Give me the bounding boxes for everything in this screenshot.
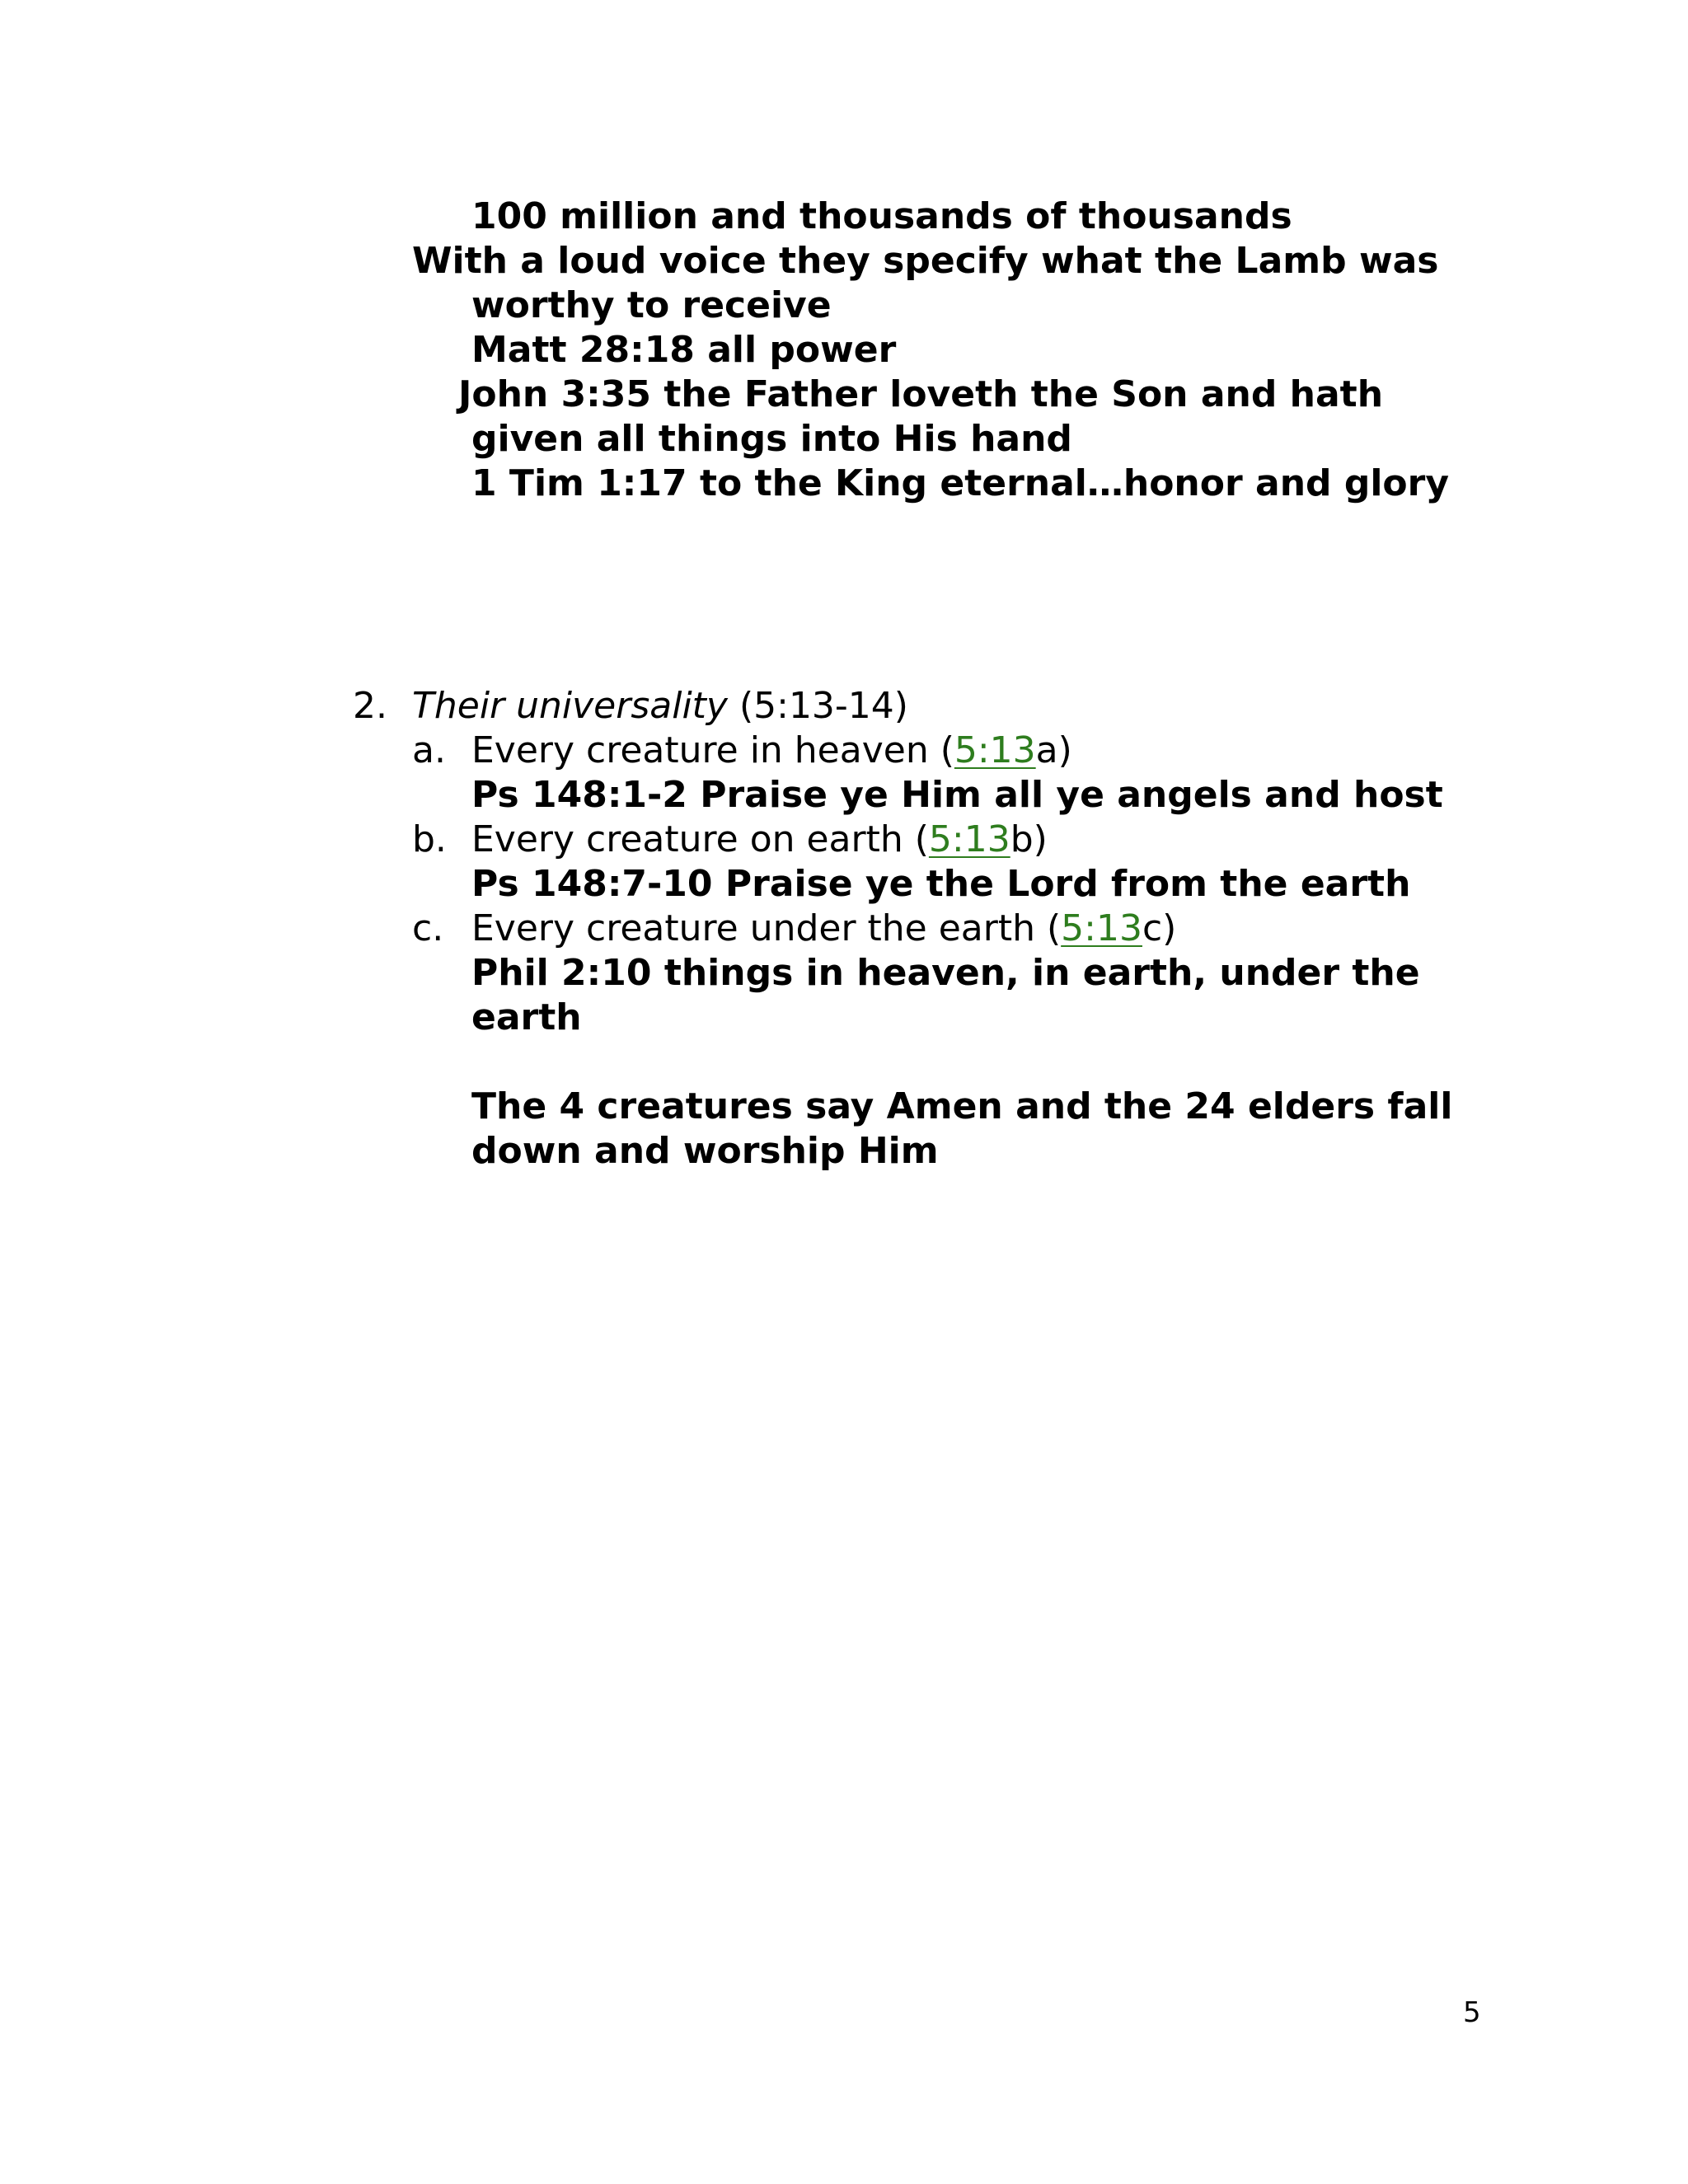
text-line-6: given all things into His hand [471, 418, 1072, 460]
item-a-suffix: a) [1035, 729, 1072, 771]
section-range: (5:13-14) [727, 685, 908, 727]
verse-link-5-13c[interactable]: 5:13 [1061, 907, 1142, 949]
item-c-note: Phil 2:10 things in heaven, in earth, under the [471, 952, 1420, 994]
text-line-3: worthy to receive [471, 284, 832, 326]
item-c-suffix: c) [1142, 907, 1177, 949]
text-line-7: 1 Tim 1:17 to the King eternal…honor and glory [471, 462, 1450, 504]
item-a-marker: a. [412, 729, 446, 771]
section-number: 2. [353, 685, 387, 727]
item-c-marker: c. [412, 907, 444, 949]
text-line-2: With a loud voice they specify what the Lamb was [412, 240, 1439, 282]
item-b-marker: b. [412, 818, 447, 860]
item-c-note-cont: earth [471, 996, 582, 1038]
verse-link-5-13b[interactable]: 5:13 [928, 818, 1010, 860]
text-line-4: Matt 28:18 all power [471, 329, 897, 371]
item-a [471, 729, 1072, 773]
item-a-note: Ps 148:1-2 Praise ye Him all ye angels and host [471, 774, 1443, 816]
text-line-5: John 3:35 the Father loveth the Son and hath [458, 373, 1384, 415]
item-b-note: Ps 148:7-10 Praise ye the Lord from the earth [471, 863, 1411, 905]
item-a-text: Every creature in heaven ( [471, 729, 954, 771]
item-b-suffix: b) [1010, 818, 1048, 860]
verse-link-5-13a[interactable]: 5:13 [954, 729, 1036, 771]
item-c-text: Every creature under the earth ( [471, 907, 1062, 949]
item-b-text: Every creature on earth ( [471, 818, 929, 860]
closing-line-2: down and worship Him [471, 1130, 939, 1172]
section-heading [412, 684, 908, 729]
item-c [471, 907, 1176, 951]
section-title: Their universality [412, 685, 728, 727]
text-line-1: 100 million and thousands of thousands [471, 195, 1292, 237]
closing-line-1: The 4 creatures say Amen and the 24 elders fall [471, 1085, 1453, 1127]
page-number: 5 [1463, 1996, 1481, 2029]
item-b [471, 818, 1048, 862]
